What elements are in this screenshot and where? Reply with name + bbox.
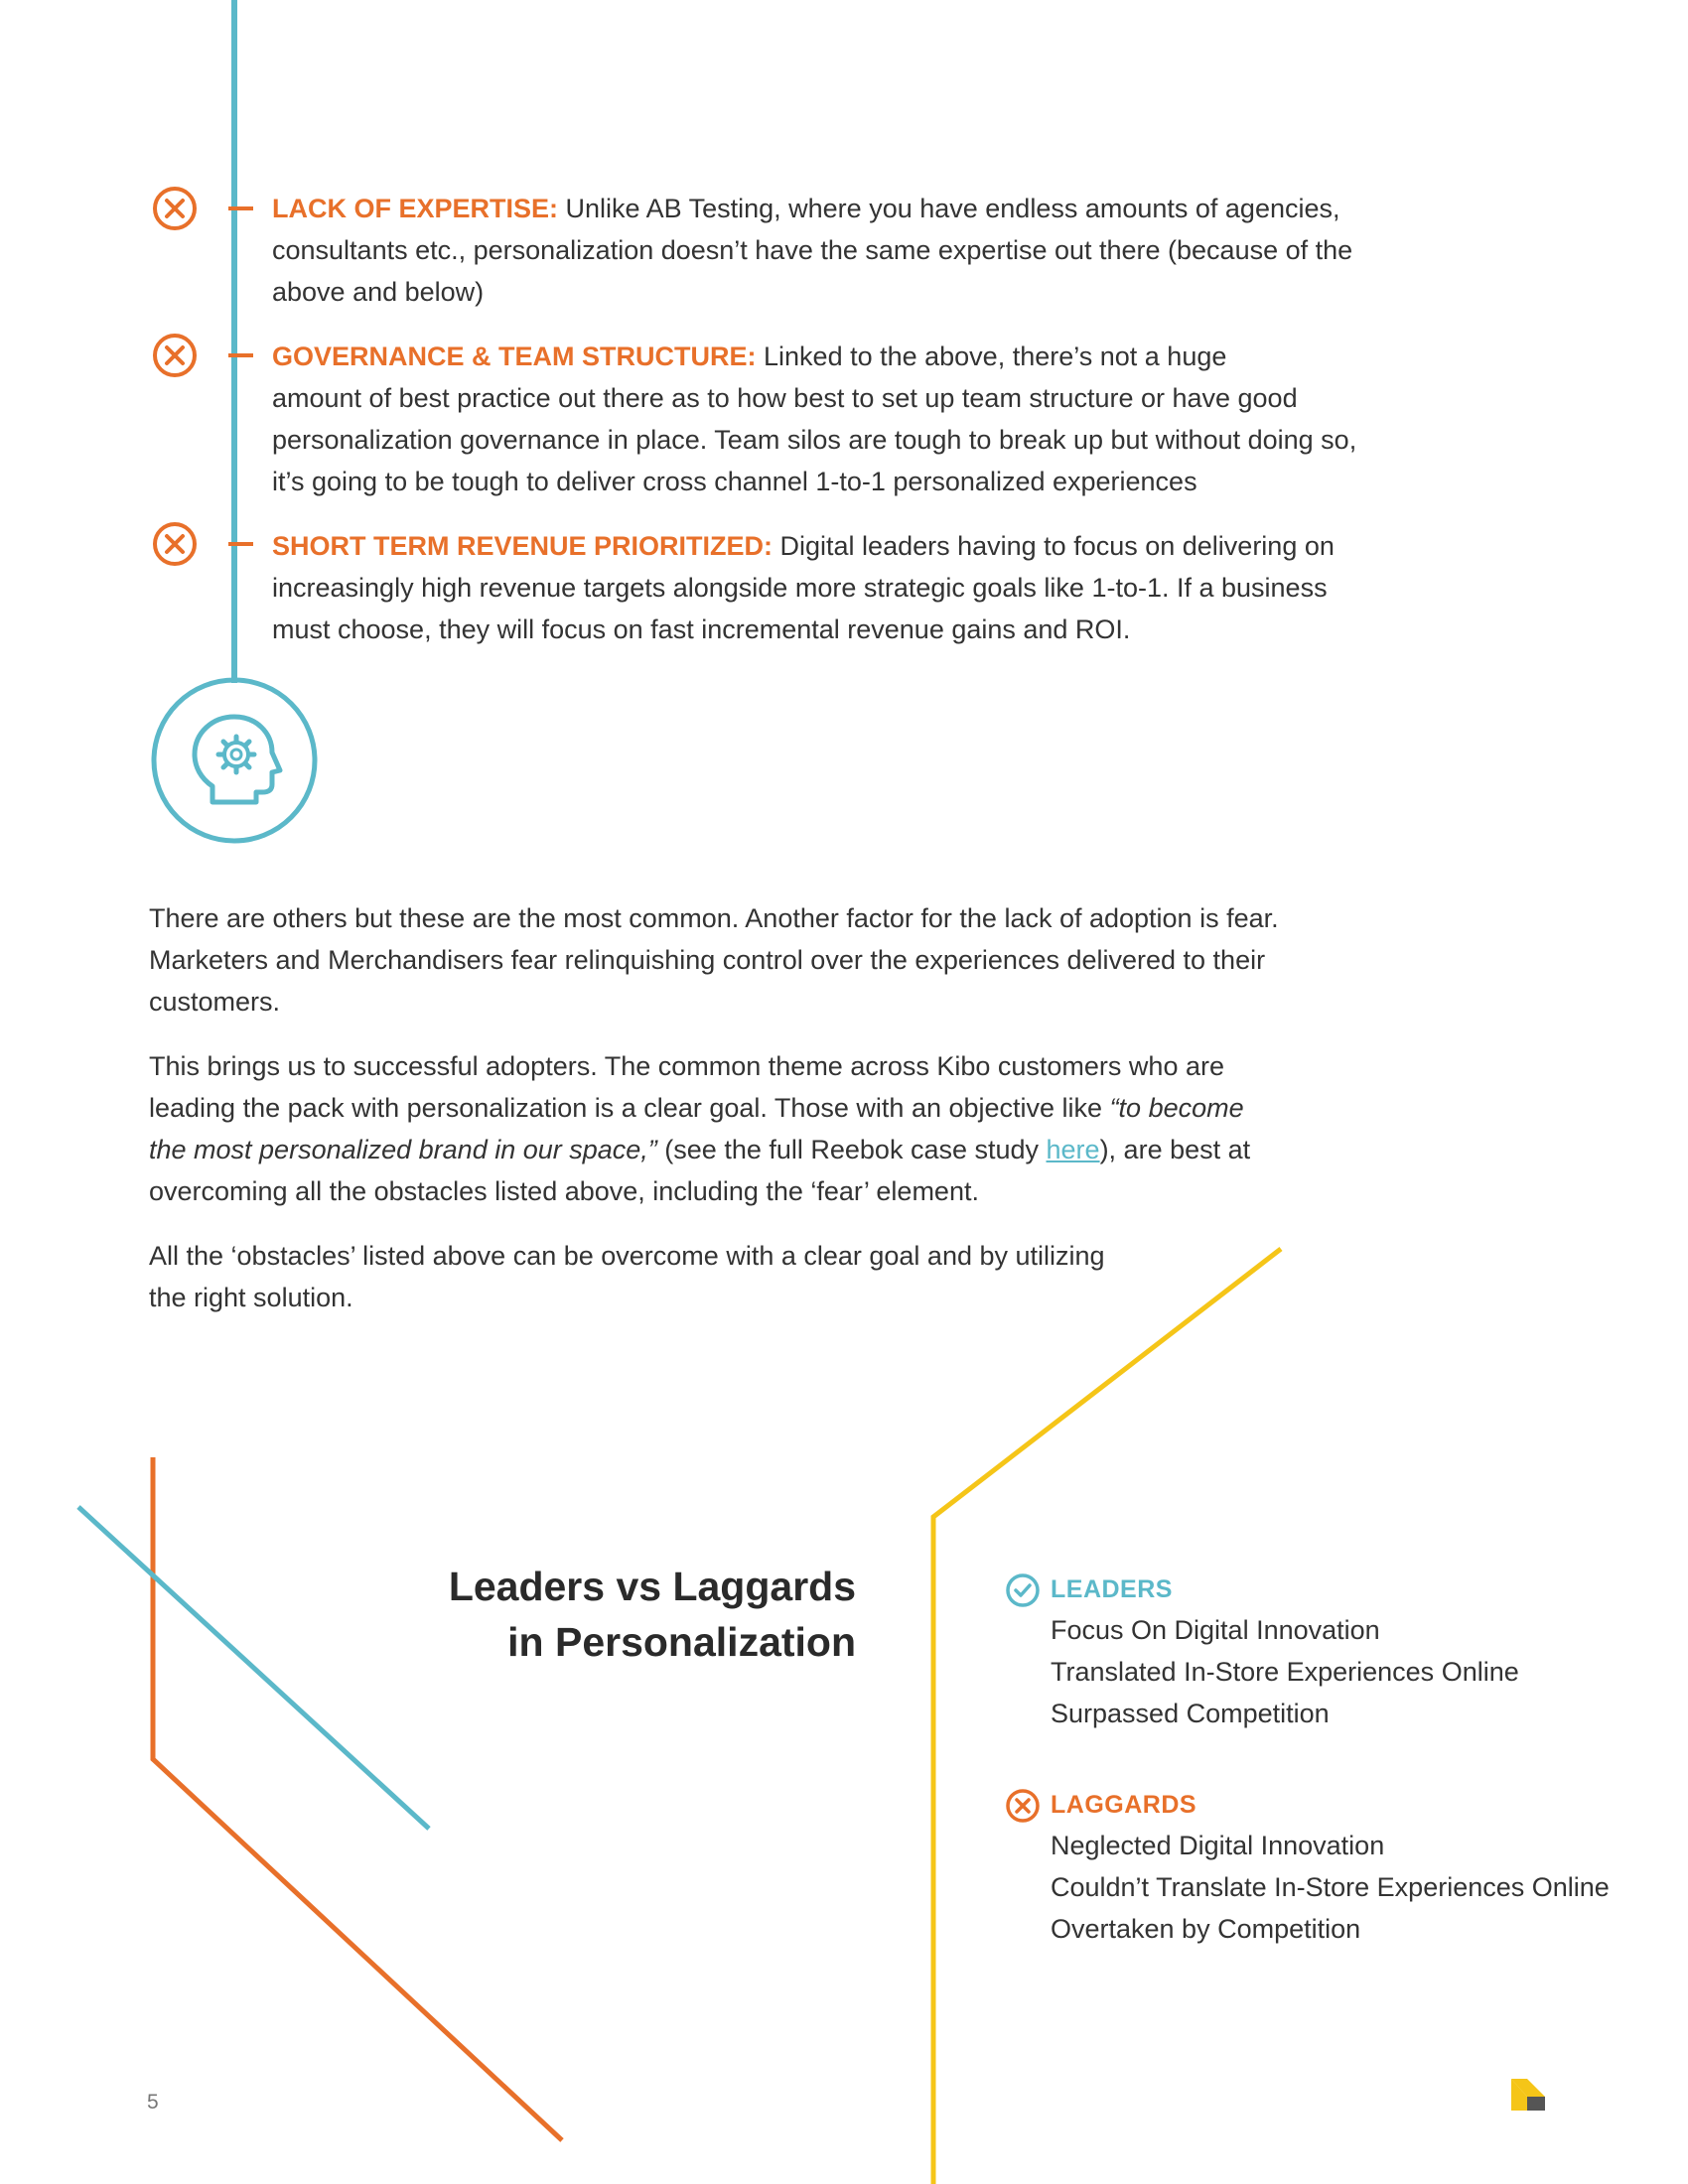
title-line: Leaders vs Laggards xyxy=(448,1564,856,1609)
obstacle-lack-of-expertise xyxy=(272,188,1394,313)
page-number: 5 xyxy=(147,2091,159,2114)
obstacle-governance xyxy=(272,336,1394,502)
paragraph-line: customers. xyxy=(149,987,281,1017)
laggards-heading: LAGGARDS xyxy=(1051,1791,1197,1819)
obstacle-heading: LACK OF EXPERTISE: xyxy=(272,194,559,223)
list-item: Neglected Digital Innovation xyxy=(1051,1831,1385,1860)
comparison-title xyxy=(449,1559,856,1670)
obstacle-text: Unlike AB Testing, where you have endless amounts of agencies, xyxy=(558,194,1340,223)
obstacle-text: it’s going to be tough to deliver cross channel 1-to-1 personalized experiences xyxy=(272,467,1197,496)
paragraph-line: This brings us to successful adopters. The common theme across Kibo customers who are xyxy=(149,1051,1224,1081)
obstacle-text: above and below) xyxy=(272,277,485,307)
leaders-heading: LEADERS xyxy=(1051,1575,1173,1603)
paragraph-successful-adopters xyxy=(149,1045,1250,1212)
list-item: Surpassed Competition xyxy=(1051,1699,1330,1728)
check-circle-icon xyxy=(1005,1572,1041,1608)
list-item: Focus On Digital Innovation xyxy=(1051,1615,1380,1645)
obstacle-heading: GOVERNANCE & TEAM STRUCTURE: xyxy=(272,341,757,371)
leaders-list xyxy=(1051,1609,1519,1734)
quote-text: “to become xyxy=(1109,1093,1244,1123)
obstacle-text: amount of best practice out there as to how best to set up team structure or have good xyxy=(272,383,1298,413)
reebok-case-study-link[interactable]: here xyxy=(1046,1135,1100,1164)
paragraph-line: (see the full Reebok case study xyxy=(656,1135,1047,1164)
paragraph-line: There are others but these are the most common. Another factor for the lack of adoption is fear. xyxy=(149,903,1279,933)
list-item: Overtaken by Competition xyxy=(1051,1914,1361,1944)
obstacle-heading: SHORT TERM REVENUE PRIORITIZED: xyxy=(272,531,774,561)
obstacle-text: personalization governance in place. Team silos are tough to break up but without doing so, xyxy=(272,425,1357,455)
obstacle-text: Linked to the above, there’s not a huge xyxy=(756,341,1227,371)
head-gear-icon xyxy=(149,675,320,846)
x-circle-icon xyxy=(152,521,198,567)
paragraph-line: ), are best at xyxy=(1099,1135,1251,1164)
paragraph-line: the right solution. xyxy=(149,1283,353,1312)
title-line: in Personalization xyxy=(507,1619,856,1665)
paragraph-line: All the ‘obstacles’ listed above can be overcome with a clear goal and by utilizing xyxy=(149,1241,1105,1271)
list-item: Couldn’t Translate In-Store Experiences Online xyxy=(1051,1872,1610,1902)
kibo-logo-icon xyxy=(1509,2077,1549,2113)
obstacle-text: must choose, they will focus on fast incremental revenue gains and ROI. xyxy=(272,614,1131,644)
obstacle-text: increasingly high revenue targets alongside more strategic goals like 1-to-1. If a business xyxy=(272,573,1328,603)
obstacle-short-term-revenue xyxy=(272,525,1394,650)
paragraph-line: Marketers and Merchandisers fear relinquishing control over the experiences delivered to their xyxy=(149,945,1266,975)
x-circle-icon xyxy=(1005,1788,1041,1824)
x-circle-icon xyxy=(152,333,198,378)
obstacle-text: consultants etc., personalization doesn’t have the same expertise out there (because of the xyxy=(272,235,1353,265)
list-item: Translated In-Store Experiences Online xyxy=(1051,1657,1519,1687)
paragraph-obstacles-overcome xyxy=(149,1235,1105,1318)
obstacle-text: Digital leaders having to focus on delivering on xyxy=(773,531,1335,561)
x-circle-icon xyxy=(152,186,198,231)
laggards-list xyxy=(1051,1825,1610,1950)
quote-text: the most personalized brand in our space,” xyxy=(149,1135,657,1164)
paragraph-line: leading the pack with personalization is a clear goal. Those with an objective like xyxy=(149,1093,1110,1123)
paragraph-line: overcoming all the obstacles listed above, including the ‘fear’ element. xyxy=(149,1176,979,1206)
paragraph-fear xyxy=(149,897,1279,1023)
blue-accent-line xyxy=(78,1507,429,1829)
